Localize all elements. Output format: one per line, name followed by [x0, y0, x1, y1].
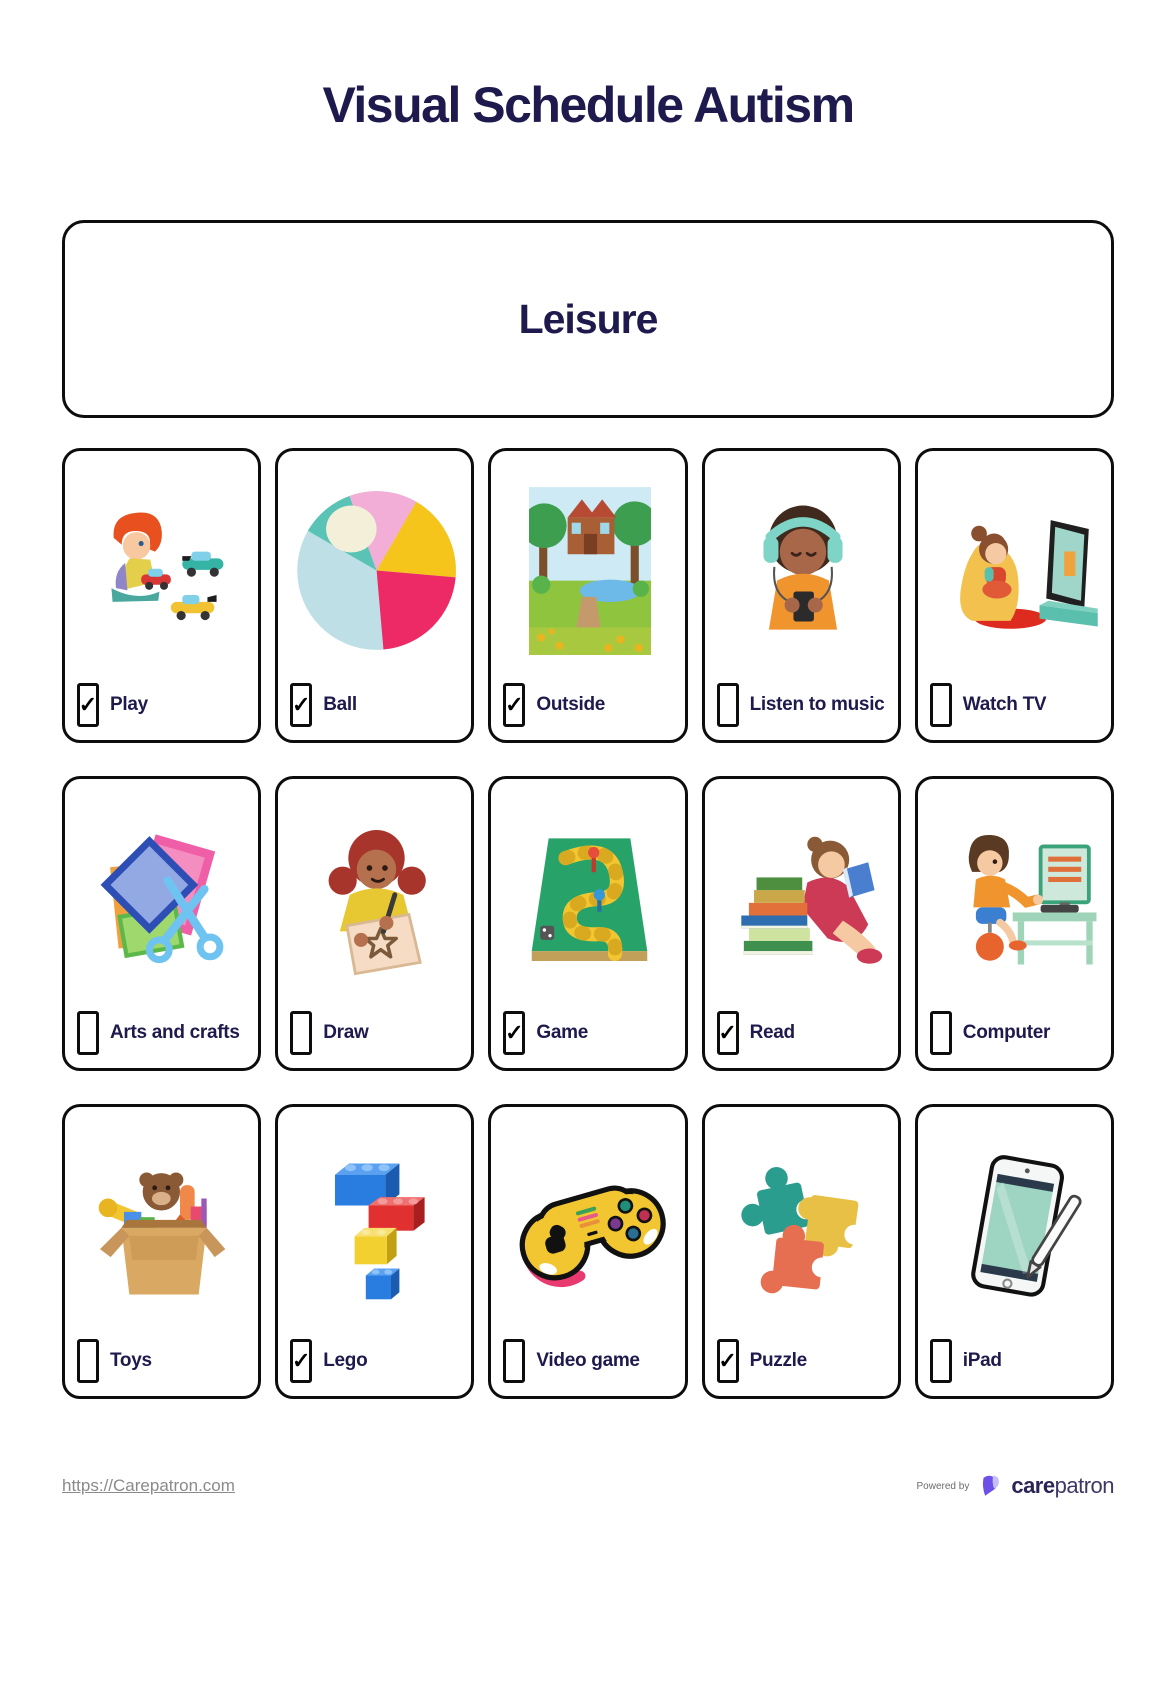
play-boy-toy-cars-icon [84, 506, 244, 636]
toy-box-icon [84, 1149, 244, 1304]
game-illustration [503, 787, 676, 1010]
lego-label: Lego [323, 1350, 368, 1371]
ball-label: Ball [323, 694, 357, 715]
board-game-icon [512, 819, 667, 979]
puzzle-checkbox[interactable]: ✓ [717, 1339, 739, 1383]
activity-card-outside [488, 448, 687, 743]
activity-card-puzzle [702, 1104, 901, 1399]
arts-and-crafts-label: Arts and crafts [110, 1022, 240, 1043]
lego-bricks-icon [307, 1144, 447, 1309]
listen-to-music-label: Listen to music [749, 694, 885, 715]
girl-watching-tv-icon [932, 508, 1100, 633]
game-checkbox[interactable]: ✓ [503, 1011, 525, 1055]
footer [62, 1473, 1114, 1499]
girl-drawing-icon [299, 819, 454, 979]
carepatron-wordmark [1011, 1473, 1114, 1499]
lego-checkbox[interactable]: ✓ [290, 1339, 312, 1383]
video-game-illustration [503, 1115, 676, 1338]
watch-tv-illustration [930, 459, 1103, 682]
brand-patron: patron [1054, 1473, 1114, 1498]
activity-card-toys [62, 1104, 261, 1399]
activity-card-draw [275, 776, 474, 1071]
computer-illustration [930, 787, 1103, 1010]
play-label: Play [110, 694, 148, 715]
game-label: Game [536, 1022, 588, 1043]
activity-card-play [62, 448, 261, 743]
draw-checkbox[interactable] [290, 1011, 312, 1055]
video-game-checkbox[interactable] [503, 1339, 525, 1383]
outside-illustration [503, 459, 676, 682]
child-headphones-icon [728, 496, 878, 646]
game-controller-icon [505, 1157, 675, 1297]
boy-at-computer-icon [934, 826, 1099, 971]
activity-card-read [702, 776, 901, 1071]
toys-illustration [77, 1115, 250, 1338]
puzzle-pieces-icon [726, 1147, 881, 1307]
category-box [62, 220, 1114, 418]
footer-link[interactable]: https://Carepatron.com [62, 1476, 235, 1495]
paper-scissors-icon [86, 819, 241, 979]
draw-label: Draw [323, 1022, 369, 1043]
activity-card-arts-and-crafts [62, 776, 261, 1071]
activity-card-watch-tv [915, 448, 1114, 743]
girl-reading-books-icon [721, 829, 886, 969]
activity-card-lego [275, 1104, 474, 1399]
video-game-label: Video game [536, 1350, 640, 1371]
outside-checkbox[interactable]: ✓ [503, 683, 525, 727]
activity-grid [62, 448, 1114, 1399]
powered-by-block [917, 1473, 1114, 1499]
watch-tv-checkbox[interactable] [930, 683, 952, 727]
ball-illustration [290, 459, 463, 682]
ball-checkbox[interactable]: ✓ [290, 683, 312, 727]
lego-illustration [290, 1115, 463, 1338]
activity-card-ipad [915, 1104, 1114, 1399]
read-illustration [717, 787, 890, 1010]
play-checkbox[interactable]: ✓ [77, 683, 99, 727]
powered-by-label: Powered by [916, 1480, 970, 1492]
puzzle-label: Puzzle [749, 1350, 807, 1371]
outdoor-scene-icon [529, 487, 651, 655]
watch-tv-label: Watch TV [962, 694, 1047, 715]
arts-and-crafts-illustration [77, 787, 250, 1010]
category-title: Leisure [518, 295, 658, 342]
draw-illustration [290, 787, 463, 1010]
ipad-illustration [930, 1115, 1103, 1338]
activity-card-listen-to-music [702, 448, 901, 743]
listen-to-music-illustration [717, 459, 890, 682]
toys-label: Toys [110, 1350, 152, 1371]
ipad-checkbox[interactable] [930, 1339, 952, 1383]
beach-ball-icon [290, 483, 463, 658]
arts-and-crafts-checkbox[interactable] [77, 1011, 99, 1055]
toys-checkbox[interactable] [77, 1339, 99, 1383]
page-title: Visual Schedule Autism [322, 77, 854, 133]
activity-card-ball [275, 448, 474, 743]
outside-label: Outside [536, 694, 606, 715]
activity-card-computer [915, 776, 1114, 1071]
ipad-label: iPad [962, 1350, 1002, 1371]
computer-checkbox[interactable] [930, 1011, 952, 1055]
read-checkbox[interactable]: ✓ [717, 1011, 739, 1055]
read-label: Read [749, 1022, 795, 1043]
page [0, 76, 1176, 1499]
brand-care: care [1011, 1473, 1055, 1498]
play-illustration [77, 459, 250, 682]
activity-card-game [488, 776, 687, 1071]
listen-to-music-checkbox[interactable] [717, 683, 739, 727]
carepatron-logo-icon [977, 1473, 1003, 1499]
computer-label: Computer [962, 1022, 1051, 1043]
activity-card-video-game [488, 1104, 687, 1399]
tablet-stylus-icon [941, 1147, 1091, 1307]
puzzle-illustration [717, 1115, 890, 1338]
